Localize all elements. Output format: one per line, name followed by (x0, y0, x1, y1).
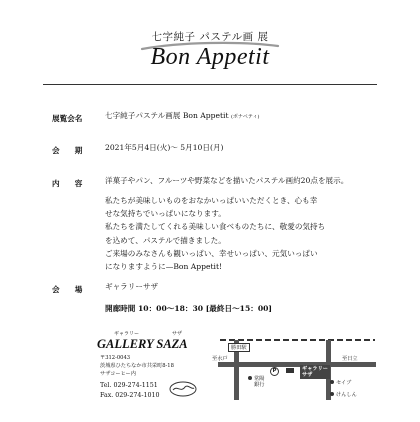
period-value: 2021年5月4日(火)～ 5月10日(月) (105, 143, 224, 152)
gallery-tel: Tel. 029-274-1151 (100, 382, 158, 389)
map-bank-label: 常陽 銀行 (254, 376, 265, 388)
description-line: になりますように—Bon Appetit! (105, 262, 223, 272)
description-line: 私たちを満たしてくれる美味しい食べものたちに、敬愛の気持ち (105, 222, 326, 232)
gallery-ruby-left: ギャラリー (114, 331, 140, 337)
label-period: 会 期 (52, 146, 83, 155)
access-map (210, 330, 380, 405)
exhibition-name-value (105, 109, 259, 125)
venue-value: ギャラリーサザ (105, 282, 159, 291)
description-line: せな気持ちでいっぱいになります。 (105, 209, 226, 219)
content-value: 洋菓子やパン、フルーツや野菜などを描いたパステル画約20点を展示。 (105, 176, 349, 185)
map-station-label: 勝田駅 (228, 343, 250, 352)
exhibition-title: Bon Appetit (150, 44, 270, 70)
gallery-fax: Fax. 029-274-1010 (100, 392, 160, 399)
description-paragraph (105, 194, 405, 273)
map-gallery-label: ギャラリー サザ (302, 366, 328, 378)
map-store-2: けんしん (336, 392, 357, 398)
parking-icon: P (270, 367, 279, 376)
gallery-ruby-right: サザ (172, 331, 183, 337)
map-direction-right: 至日立 (342, 356, 358, 362)
gallery-address: 茨城県ひたちなか市共栄町8-18 (100, 363, 174, 369)
saza-coffee-logo (168, 380, 198, 398)
label-content: 内 容 (52, 179, 83, 188)
gallery-postal: 〒312-0043 (100, 355, 131, 361)
description-line: を込めて、パステルで描きました。 (105, 235, 226, 245)
exhibition-subtitle: 七字純子 パステル画 展 (151, 31, 269, 43)
description-line: ご来場のみなさんも観いっぱい、幸せいっぱい、元気いっぱい (105, 248, 318, 258)
opening-hours: 開廊時間 10：00～18：30 [最終日～15：00] (105, 304, 273, 313)
label-venue: 会 場 (52, 285, 83, 294)
gallery-building: サザコーヒー内 (100, 371, 136, 377)
header-divider (43, 84, 377, 85)
label-exhibition-name: 展覧会名 (52, 114, 83, 123)
exhibition-name-text: 七字純子パステル画展 Bon Appetit (105, 111, 229, 120)
map-direction-left: 至水戸 (212, 356, 228, 362)
description-line: 私たちが美味しいものをおなかいっぱいいただくとき、心も幸 (105, 196, 318, 205)
map-store-1: セイブ (336, 380, 352, 386)
exhibition-name-reading: (ボナペティ) (230, 114, 260, 120)
gallery-logo: GALLERY SAZA (97, 337, 188, 351)
